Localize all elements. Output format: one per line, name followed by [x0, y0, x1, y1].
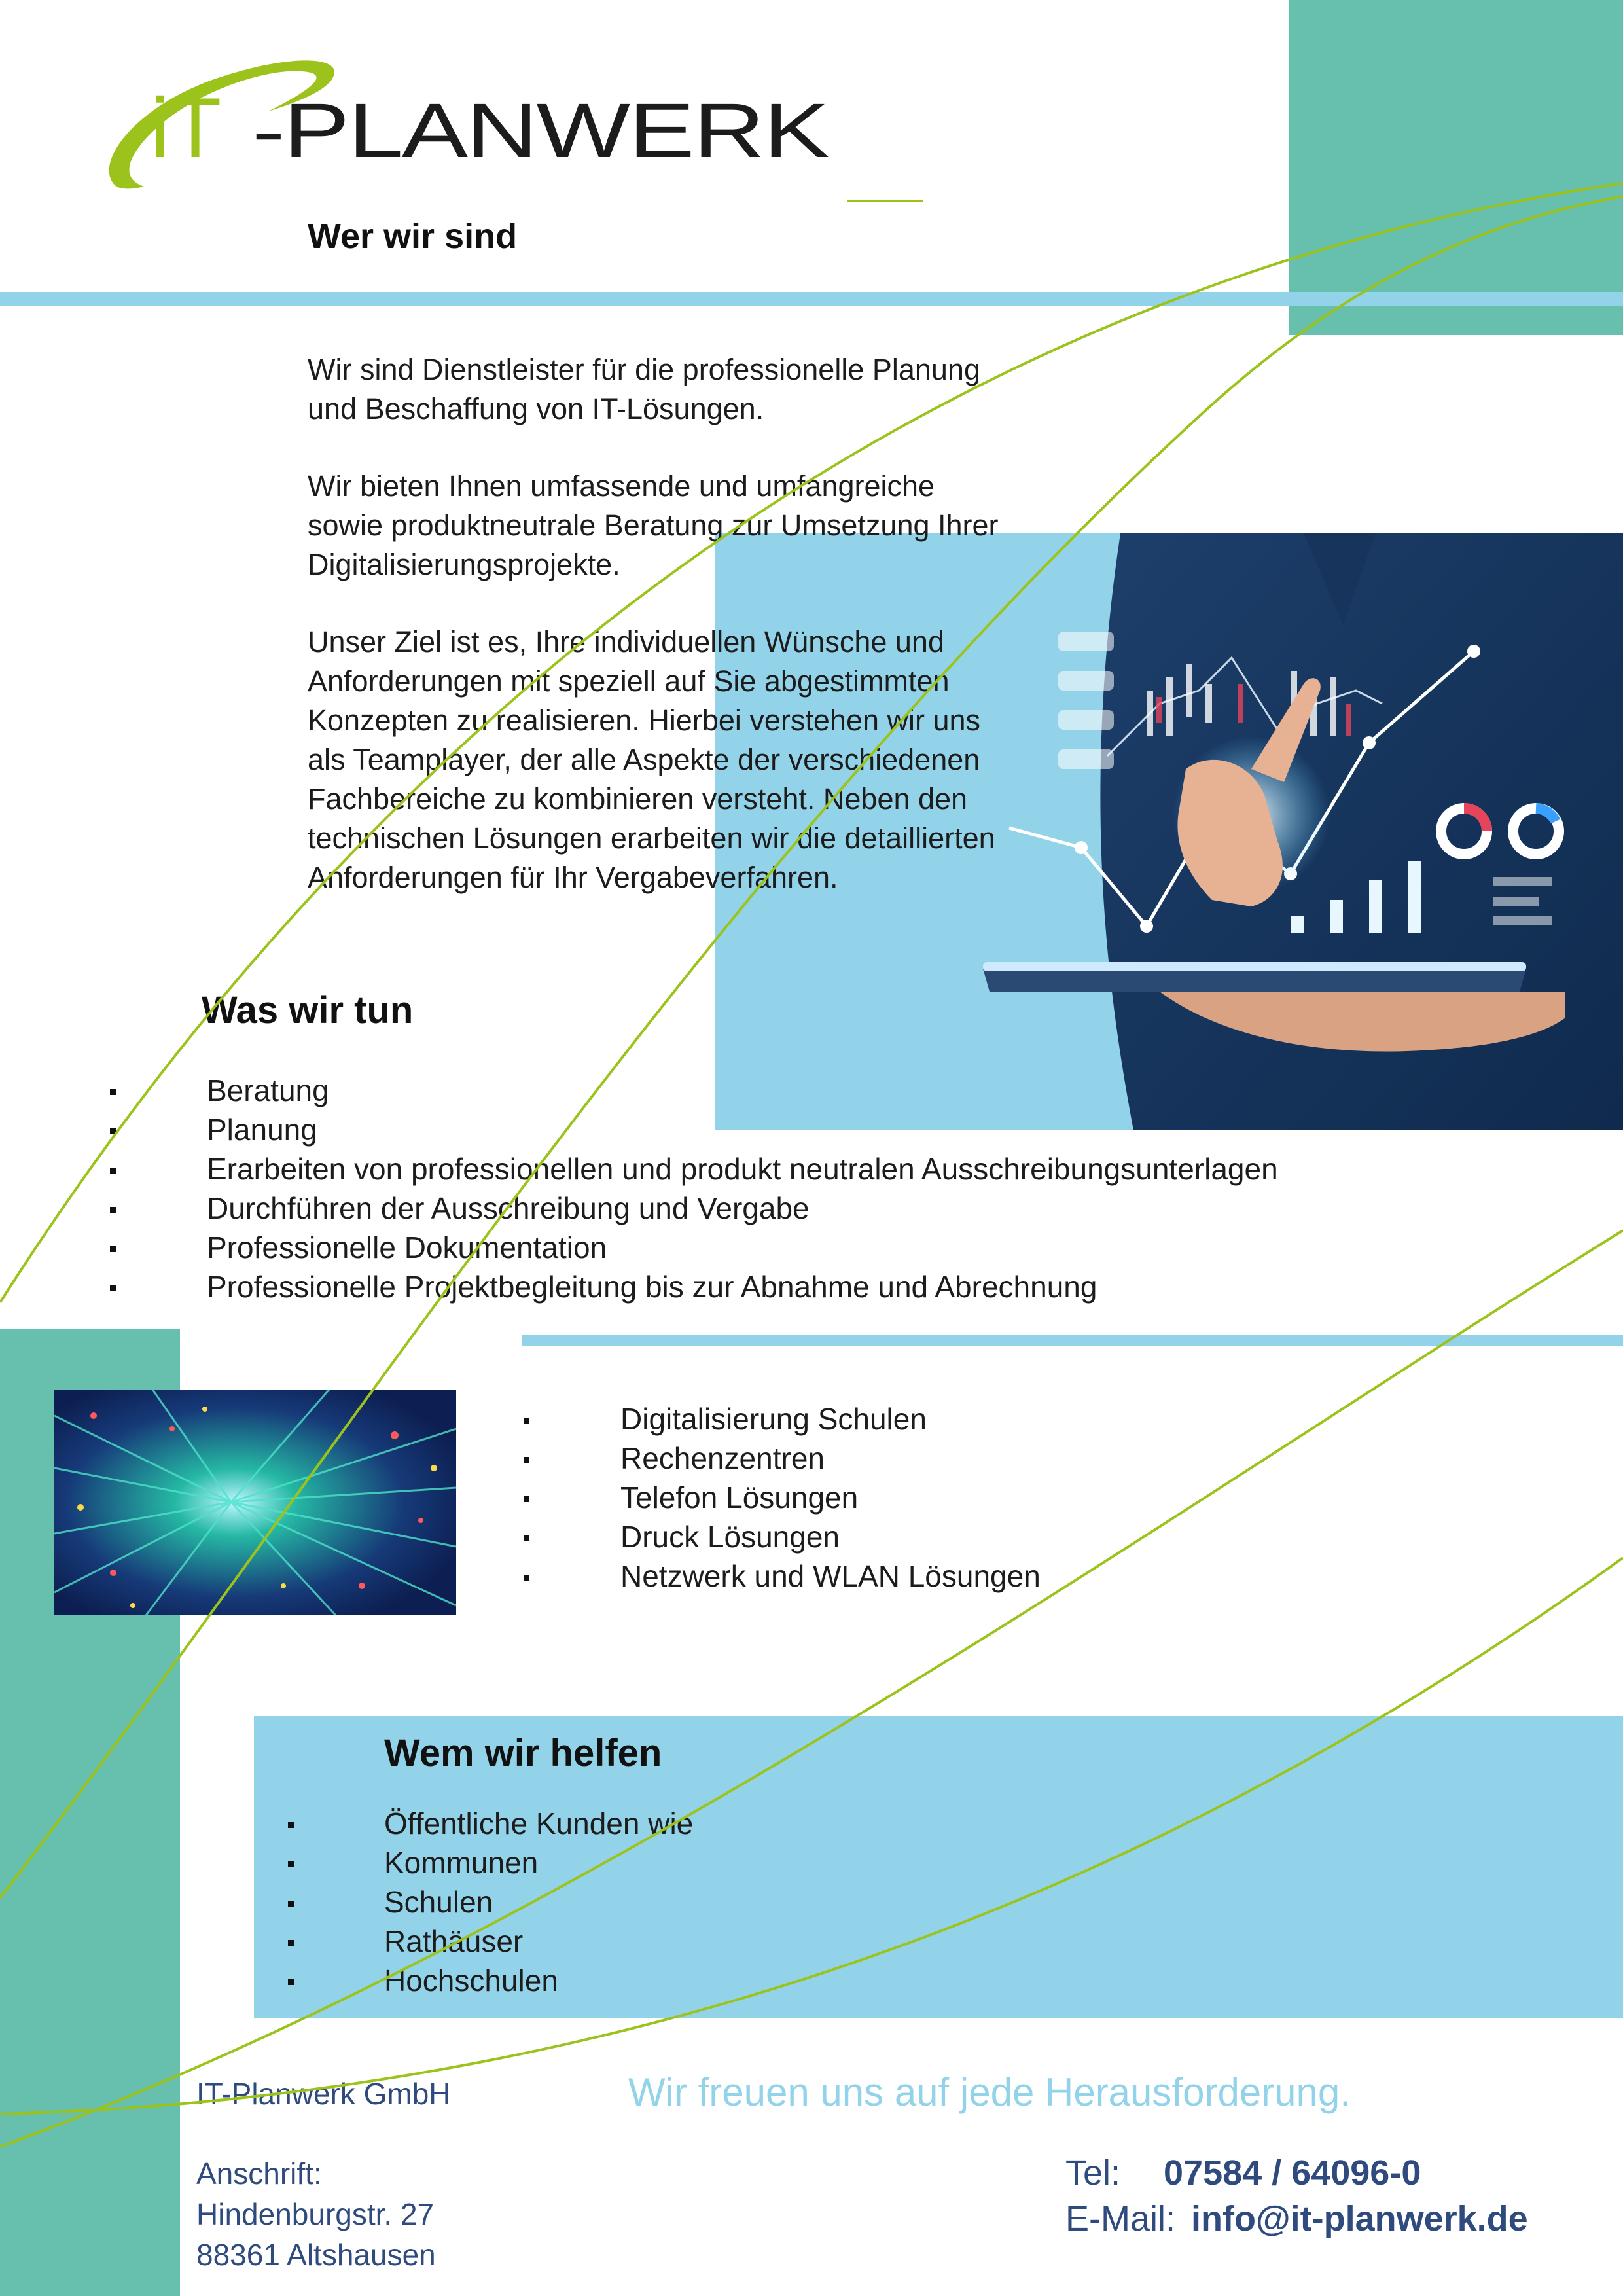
list-item: Professionelle Dokumentation	[0, 1228, 1278, 1267]
list-item: Netzwerk und WLAN Lösungen	[0, 1556, 1041, 1596]
tagline: Wir freuen uns auf jede Herausforderung.	[628, 2070, 1351, 2114]
intro-text	[308, 350, 1001, 935]
address-city: 88361 Altshausen	[196, 2238, 436, 2272]
bullet-icon	[110, 1089, 116, 1095]
list-item: Rathäuser	[0, 1922, 693, 1961]
bullet-icon	[288, 1940, 294, 1946]
email-row	[1065, 2196, 1528, 2242]
clients-list	[0, 1804, 693, 2000]
bullet-icon	[524, 1535, 529, 1541]
svg-text:-PLANWERK: -PLANWERK	[252, 88, 829, 174]
bullet-icon	[110, 1168, 116, 1174]
contact-block	[1065, 2150, 1528, 2242]
list-item: Schulen	[0, 1882, 693, 1922]
address-street: Hindenburgstr. 27	[196, 2197, 435, 2231]
svg-text:iT: iT	[151, 80, 222, 175]
bullet-icon	[524, 1496, 529, 1502]
list-item: Erarbeiten von professionellen und produkt neutralen Ausschreibungsunterlagen	[0, 1149, 1278, 1189]
intro-paragraph: Unser Ziel ist es, Ihre individuellen Wünsche und Anforderungen mit speziell auf Sie abgestimmten Konzepten zu realisieren. Hierbei verstehen wir uns als Teamplayer, der alle Aspekte der verschiedenen Fachbereiche zu kombinieren versteht. Neben den technischen Lösungen erarbeiten wir die detaillierten Anforderungen für Ihr Vergabeverfahren.	[308, 625, 995, 894]
bullet-icon	[288, 1979, 294, 1985]
list-item: Durchführen der Ausschreibung und Vergabe	[0, 1189, 1278, 1228]
list-item: Kommunen	[0, 1843, 693, 1882]
teal-corner-block	[1289, 0, 1623, 335]
bullet-icon	[110, 1246, 116, 1252]
list-item: Planung	[0, 1110, 1278, 1149]
bullet-icon	[110, 1128, 116, 1134]
intro-paragraph: Wir bieten Ihnen umfassende und umfangreiche sowie produktneutrale Beratung zur Umsetzung Ihrer Digitalisierungsprojekte.	[308, 469, 999, 581]
areas-list	[0, 1399, 1041, 1596]
bullet-icon	[110, 1285, 116, 1291]
bullet-icon	[524, 1575, 529, 1581]
bullet-icon	[288, 1861, 294, 1867]
list-item: Telefon Lösungen	[0, 1478, 1041, 1517]
heading-was-wir-tun: Was wir tun	[202, 989, 414, 1031]
bullet-icon	[524, 1457, 529, 1463]
divider-middle	[522, 1335, 1623, 1346]
bullet-icon	[110, 1207, 116, 1213]
email-label: E-Mail:	[1065, 2199, 1176, 2238]
divider-top	[0, 292, 1623, 306]
bullet-icon	[524, 1418, 529, 1424]
list-item: Öffentliche Kunden wie	[0, 1804, 693, 1843]
phone-label: Tel:	[1065, 2153, 1121, 2193]
logo-accent-line	[847, 200, 923, 202]
list-item: Beratung	[0, 1071, 1278, 1110]
phone-row	[1065, 2150, 1528, 2196]
list-item: Druck Lösungen	[0, 1517, 1041, 1556]
bullet-icon	[288, 1901, 294, 1907]
address-label: Anschrift:	[196, 2157, 322, 2191]
phone-number[interactable]: 07584 / 64096-0	[1164, 2153, 1421, 2193]
services-list	[0, 1071, 1278, 1306]
heading-wem-wir-helfen: Wem wir helfen	[384, 1732, 662, 1774]
heading-wer-wir-sind: Wer wir sind	[308, 217, 518, 256]
company-name: IT-Planwerk GmbH	[196, 2077, 451, 2111]
list-item: Professionelle Projektbegleitung bis zur Abnahme und Abrechnung	[0, 1267, 1278, 1306]
list-item: Rechenzentren	[0, 1439, 1041, 1478]
list-item: Digitalisierung Schulen	[0, 1399, 1041, 1439]
intro-paragraph: Wir sind Dienstleister für die professionelle Planung und Beschaffung von IT-Lösungen.	[308, 353, 980, 425]
list-item: Hochschulen	[0, 1961, 693, 2000]
address-block	[196, 2153, 436, 2275]
it-planwerk-logo	[105, 49, 831, 206]
email-address[interactable]: info@it-planwerk.de	[1191, 2199, 1528, 2238]
bullet-icon	[288, 1822, 294, 1828]
